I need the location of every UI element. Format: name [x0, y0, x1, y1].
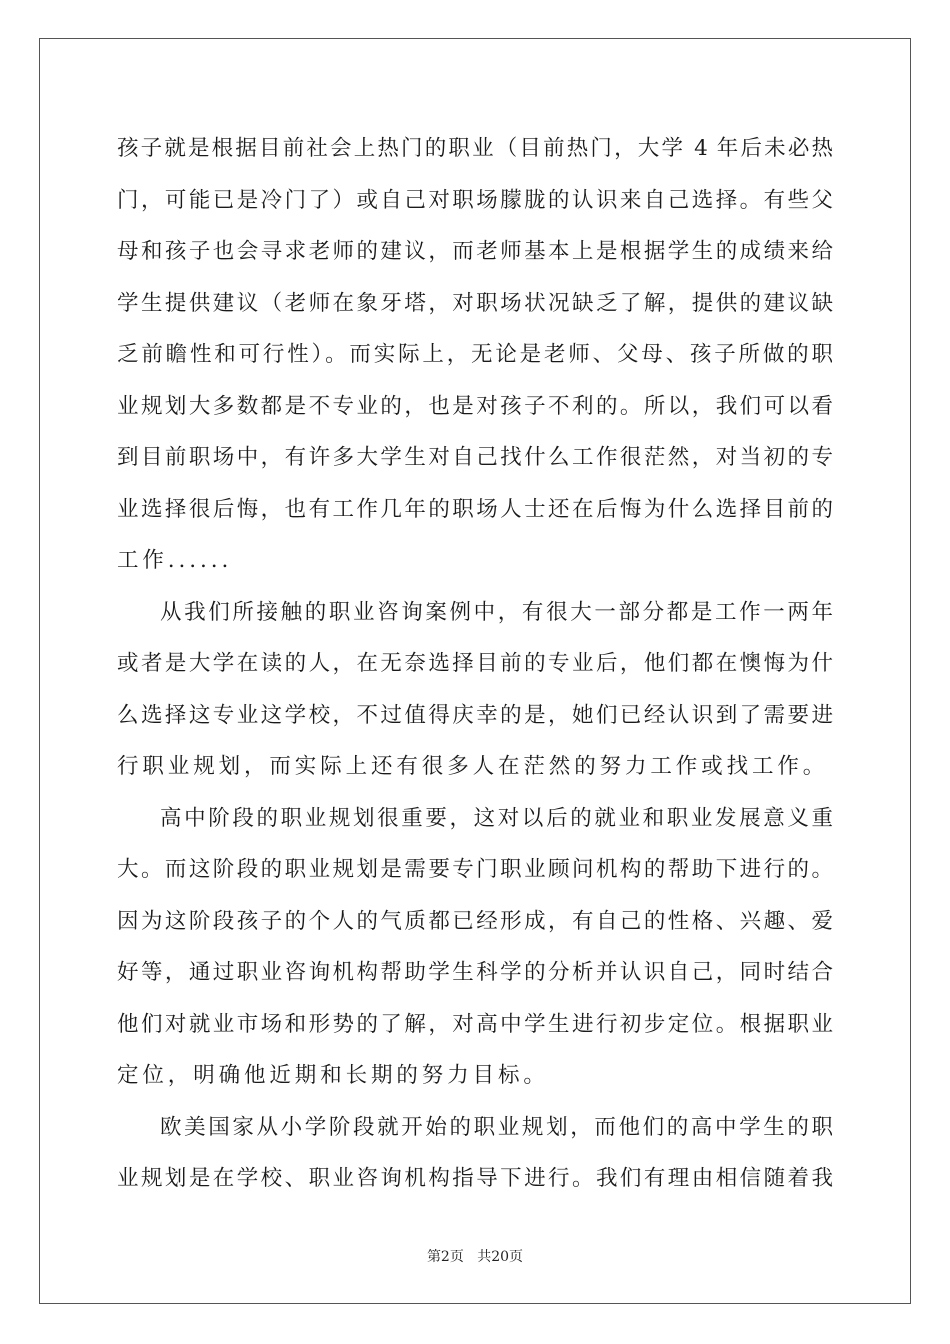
text-line: 么选择这专业这学校，不过值得庆幸的是，她们已经认识到了需要进 — [117, 702, 833, 728]
text-line: 孩子就是根据目前社会上热门的职业（目前热门，大学 4 年后未必热 — [117, 136, 833, 161]
text-line: 行职业规划，而实际上还有很多人在茫然的努力工作或找工作。 — [117, 754, 829, 779]
paragraph — [117, 123, 833, 587]
page-number: 第2页 — [426, 1249, 464, 1265]
text-line: 定位，明确他近期和长期的努力目标。 — [117, 1063, 549, 1088]
text-line: 学生提供建议（老师在象牙塔，对职场状况缺乏了解，提供的建议缺 — [117, 290, 833, 316]
document-body — [117, 123, 833, 1205]
page-total: 共20页 — [477, 1249, 524, 1265]
text-line: 高中阶段的职业规划很重要，这对以后的就业和职业发展意义重 — [160, 805, 833, 831]
paragraph — [117, 1102, 833, 1205]
text-line: 因为这阶段孩子的个人的气质都已经形成，有自己的性格、兴趣、爱 — [117, 908, 833, 934]
paragraph — [117, 793, 833, 1102]
paragraph — [117, 587, 833, 793]
text-line: 或者是大学在读的人，在无奈选择目前的专业后，他们都在懊悔为什 — [117, 651, 833, 676]
text-line: 他们对就业市场和形势的了解，对高中学生进行初步定位。根据职业 — [117, 1011, 833, 1037]
text-line: 母和孩子也会寻求老师的建议，而老师基本上是根据学生的成绩来给 — [117, 239, 833, 264]
text-line: 业规划大多数都是不专业的，也是对孩子不利的。所以，我们可以看 — [117, 393, 833, 419]
text-line: 业规划是在学校、职业咨询机构指导下进行。我们有理由相信随着我 — [117, 1166, 833, 1191]
page-footer — [0, 1246, 950, 1266]
text-line: 好等，通过职业咨询机构帮助学生科学的分析并认识自己，同时结合 — [117, 960, 833, 985]
text-line: 乏前瞻性和可行性）。而实际上，无论是老师、父母、孩子所做的职 — [117, 342, 833, 367]
text-line: 从我们所接触的职业咨询案例中，有很大一部分都是工作一两年 — [160, 599, 833, 625]
text-line: 业选择很后悔，也有工作几年的职场人士还在后悔为什么选择目前的 — [117, 496, 833, 522]
text-line: 门，可能已是冷门了）或自己对职场朦胧的认识来自己选择。有些父 — [117, 187, 833, 213]
text-line: 欧美国家从小学阶段就开始的职业规划，而他们的高中学生的职 — [160, 1114, 833, 1140]
text-line: 工作...... — [117, 548, 233, 573]
text-line: 到目前职场中，有许多大学生对自己找什么工作很茫然，对当初的专 — [117, 445, 833, 470]
text-line: 大。而这阶段的职业规划是需要专门职业顾问机构的帮助下进行的。 — [117, 857, 833, 882]
